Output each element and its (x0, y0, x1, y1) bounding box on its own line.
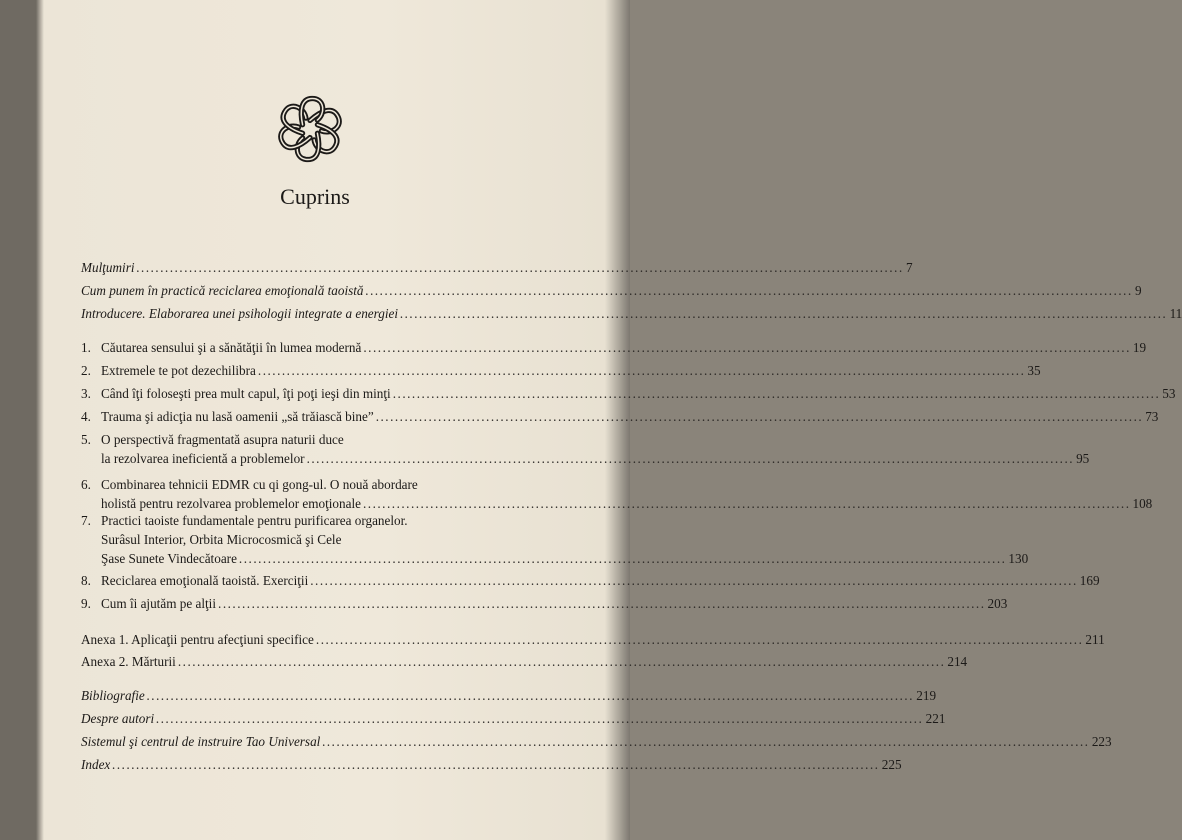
toc-entry-title: Index (81, 757, 111, 772)
toc-entry-title: Când îţi foloseşti prea mult capul, îţi poţi ieşi din minţi (101, 386, 391, 401)
toc-entry (81, 258, 913, 277)
toc-entry-title: la rezolvarea ineficientă a problemelor (101, 451, 305, 466)
toc-entry-title: Bibliografie (81, 688, 145, 703)
leader-dots (363, 338, 1131, 357)
leader-dots (307, 449, 1075, 468)
toc-page-number: 221 (925, 711, 946, 726)
toc-entry-title: Mulţumiri (81, 260, 135, 275)
toc-page-number: 214 (947, 654, 968, 669)
leader-dots (156, 709, 924, 728)
toc-page-number: 169 (1079, 573, 1100, 588)
toc-chapter-entry (81, 594, 1008, 613)
chapter-number: 4. (81, 409, 91, 424)
chapter-number: 2. (81, 363, 91, 378)
toc-chapter-entry (81, 338, 1147, 357)
toc-entry-title-line: Practici taoiste fundamentale pentru purificarea organelor. (101, 513, 408, 528)
toc-page-number: 211 (1085, 632, 1105, 647)
toc-appendix-entry (81, 652, 968, 671)
toc-appendix-entry (81, 630, 1105, 649)
toc-chapter-entry (81, 430, 1090, 468)
toc-entry-title: Cum îi ajutăm pe alţii (101, 596, 217, 611)
toc-page-number: 7 (905, 260, 913, 275)
toc-page-number: 11 (1169, 306, 1182, 321)
toc-chapter-entry (81, 407, 1159, 426)
chapter-number: 7. (81, 513, 91, 528)
toc-entry-title: Cum punem în practică reciclarea emoţională taoistă (81, 283, 364, 298)
toc-entry-title: Anexa 2. Mărturii (81, 654, 176, 669)
leader-dots (376, 407, 1144, 426)
toc-chapter-entry (81, 571, 1100, 590)
toc-page-number: 35 (1027, 363, 1041, 378)
toc-entry-title: Reciclarea emoţională taoistă. Exerciţii (101, 573, 309, 588)
chapter-number: 1. (81, 340, 91, 355)
toc-chapter-entry (81, 361, 1041, 380)
leader-dots (147, 686, 915, 705)
chapter-number: 3. (81, 386, 91, 401)
toc-page-number: 19 (1132, 340, 1147, 355)
toc-page-number: 73 (1145, 409, 1159, 424)
chapter-number: 6. (81, 477, 91, 492)
toc-entry-title: Extremele te pot dezechilibra (101, 363, 256, 378)
leader-dots (316, 630, 1084, 649)
toc-entry (81, 304, 1182, 323)
toc-page-number: 9 (1135, 283, 1142, 298)
toc-entry-title: Căutarea sensului şi a sănătăţii în lumea modernă (101, 340, 362, 355)
leader-dots (136, 258, 904, 277)
leader-dots (258, 361, 1026, 380)
chapter-number: 9. (81, 596, 91, 611)
toc-entry (81, 281, 1142, 300)
leader-dots (400, 304, 1168, 323)
leader-dots (218, 594, 986, 613)
chapter-number: 5. (81, 432, 91, 447)
toc-entry (81, 686, 937, 705)
chapter-number: 8. (81, 573, 91, 588)
toc-entry-title-line: Surâsul Interior, Orbita Microcosmică şi Cele (101, 532, 342, 547)
toc-page-number: 219 (916, 688, 937, 703)
toc-page-number: 203 (987, 596, 1008, 611)
toc-entry-title: Trauma şi adicţia nu lasă oamenii „să trăiască bine” (101, 409, 374, 424)
leader-dots (178, 652, 946, 671)
toc-page-number: 130 (1008, 551, 1029, 566)
toc-entry-title: holistă pentru rezolvarea problemelor emoţionale (101, 496, 361, 511)
toc-entry (81, 755, 902, 774)
leader-dots (310, 571, 1078, 590)
leader-dots (322, 732, 1090, 751)
toc-chapter-entry (81, 475, 1153, 513)
toc-entry (81, 709, 946, 728)
toc-entry-title: Anexa 1. Aplicaţii pentru afecţiuni specifice (81, 632, 314, 647)
leader-dots (239, 549, 1007, 568)
toc-page-number: 223 (1091, 734, 1112, 749)
toc-entry-title: Despre autori (81, 711, 155, 726)
toc-page-number: 108 (1132, 496, 1153, 511)
toc-entry-title: Şase Sunete Vindecătoare (101, 551, 237, 566)
toc-entry-title: Introducere. Elaborarea unei psihologii integrate a energiei (81, 306, 399, 321)
toc-page-number: 95 (1076, 451, 1090, 466)
leader-dots (393, 384, 1161, 403)
toc-entry-title-line: O perspectivă fragmentată asupra naturii duce (101, 432, 344, 447)
toc-entry-title-line: Combinarea tehnicii EDMR cu qi gong-ul. O nouă abordare (101, 477, 418, 492)
toc-entry (81, 732, 1112, 751)
toc-page-number: 225 (881, 757, 902, 772)
toc-chapter-entry (81, 384, 1176, 403)
toc-page-number: 53 (1162, 386, 1176, 401)
toc-entry-title: Sistemul şi centrul de instruire Tao Universal (81, 734, 321, 749)
leader-dots (112, 755, 880, 774)
toc-chapter-entry (81, 511, 1029, 568)
leader-dots (366, 281, 1134, 300)
page-title: Cuprins (280, 184, 350, 209)
